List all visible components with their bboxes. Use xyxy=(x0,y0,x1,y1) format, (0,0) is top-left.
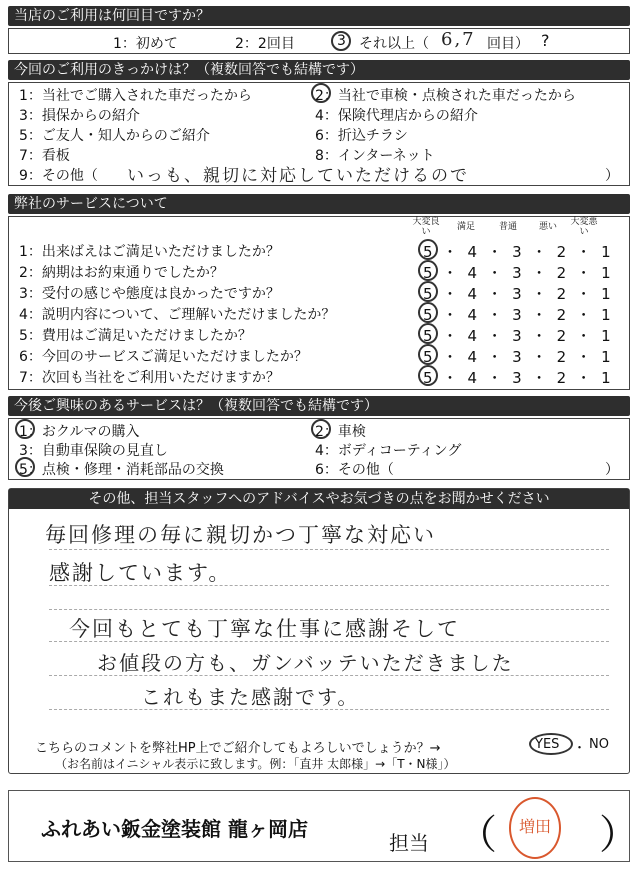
q2-item-5[interactable]: 5：ご友人・知人からのご紹介 xyxy=(19,128,210,144)
q1-opt1[interactable]: 1：初めて xyxy=(113,36,178,52)
q2-title-bar xyxy=(8,60,630,80)
q3-question-4: 4：説明内容について、ご理解いただけましたか？ xyxy=(19,307,336,323)
q1-opt3-text[interactable]: それ以上（ xyxy=(359,36,429,52)
q3-scale-7[interactable]: 5・4・3・2・1 xyxy=(423,369,621,387)
ruled-line xyxy=(49,609,609,610)
footer-box xyxy=(8,790,639,862)
selection-circle xyxy=(418,302,438,323)
scale-header-3: 普通 xyxy=(498,222,517,232)
consent-separator: ・ xyxy=(573,741,587,756)
q3-question-6: 6：今回のサービスご満足いただけましたか？ xyxy=(19,349,308,365)
selection-circle xyxy=(418,260,438,281)
q1-title-bar xyxy=(8,6,630,26)
q4-title-bar xyxy=(8,396,630,416)
selection-circle xyxy=(418,281,438,302)
q3-title: 弊社のサービスについて xyxy=(14,196,168,212)
q2-item-8[interactable]: 8：インターネット xyxy=(315,148,435,164)
q1-opt2[interactable]: 2：2回目 xyxy=(235,36,295,52)
q3-scale-3[interactable]: 5・4・3・2・1 xyxy=(423,285,621,303)
q3-scale-4[interactable]: 5・4・3・2・1 xyxy=(423,306,621,324)
comment-line-1: 毎回修理の毎に親切かつ丁寧な対応い xyxy=(45,523,436,547)
q3-scale-6[interactable]: 5・4・3・2・1 xyxy=(423,348,621,366)
consent-yes[interactable]: YES xyxy=(535,737,560,752)
q2-item-9[interactable]: 9：その他（ xyxy=(19,168,98,184)
ruled-line xyxy=(49,675,609,676)
comment-line-2: 感謝しています。 xyxy=(49,561,232,585)
q4-box xyxy=(8,418,630,480)
paren-close: ） xyxy=(599,812,639,858)
q2-other-close: ） xyxy=(605,168,619,184)
ruled-line xyxy=(49,585,609,586)
q3-scale-5[interactable]: 5・4・3・2・1 xyxy=(423,327,621,345)
q5-title: その他、担当スタッフへのアドバイスやお気づきの点をお聞かせください xyxy=(88,491,550,507)
staff-seal-stamp xyxy=(509,797,561,859)
q4-item-4[interactable]: 4：ボディコーティング xyxy=(315,443,462,459)
q2-other-handwritten: いっも、親切に対応していただけるので xyxy=(127,166,469,186)
initials-note: （お名前はイニシャル表示に致します。例：「直井 太郎様」→「T・N様」） xyxy=(55,757,456,771)
q2-item-6[interactable]: 6：折込チラシ xyxy=(315,128,408,144)
q2-item-7[interactable]: 7：看板 xyxy=(19,148,70,164)
selection-circle xyxy=(418,344,438,365)
q3-question-3: 3：受付の感じや態度は良かったですか？ xyxy=(19,286,280,302)
q3-title-bar xyxy=(8,194,630,214)
q1-opt3-close: 回目） xyxy=(487,36,529,52)
scale-header-2: 悪い xyxy=(538,222,557,232)
paren-open: （ xyxy=(457,812,497,858)
q4-title: 今後ご興味のあるサービスは？（複数回答でも結構です） xyxy=(14,398,378,414)
q5-box xyxy=(8,488,630,774)
q4-item-6[interactable]: 6：その他（ xyxy=(315,462,394,478)
q3-scale-1[interactable]: 5・4・3・2・1 xyxy=(423,243,621,261)
q4-item-5[interactable]: 5：点検・修理・消耗部品の交換 xyxy=(19,462,224,478)
q2-item-4[interactable]: 4：保険代理店からの紹介 xyxy=(315,108,478,124)
q5-title-bar xyxy=(9,489,629,509)
q1-opt3-num[interactable]: 3 xyxy=(337,33,346,49)
ruled-line xyxy=(49,549,609,550)
scale-header-4: 満足 xyxy=(456,222,475,232)
q2-box xyxy=(8,82,630,186)
ruled-line xyxy=(49,709,609,710)
q4-item-2[interactable]: 2：車検 xyxy=(315,424,366,440)
selection-circle xyxy=(418,239,438,260)
q4-other-close: ） xyxy=(605,462,619,478)
stamp-text: 増田 xyxy=(518,817,551,836)
q2-item-3[interactable]: 3：損保からの紹介 xyxy=(19,108,140,124)
q3-question-1: 1：出来ばえはご満足いただけましたか？ xyxy=(19,244,280,260)
q3-box xyxy=(8,216,630,390)
q2-item-2[interactable]: 2：当社で車検・点検された車だったから xyxy=(315,88,576,104)
q1-title: 当店のご利用は何回目ですか？ xyxy=(14,8,210,24)
q4-item-3[interactable]: 3：自動車保険の見直し xyxy=(19,443,168,459)
tanto-label: 担当 xyxy=(389,831,429,855)
q4-item-1[interactable]: 1：おクルマの購入 xyxy=(19,424,140,440)
scale-header-5: 大変良い xyxy=(412,217,440,237)
q3-question-2: 2：納期はお約束通りでしたか？ xyxy=(19,265,224,281)
selection-circle xyxy=(418,365,438,386)
shop-name: ふれあい鈑金塗装館 龍ヶ岡店 xyxy=(41,817,308,841)
q1-question-mark: ? xyxy=(541,31,550,50)
q1-opt3-handwritten: 6,7 xyxy=(441,29,476,50)
comment-line-3: 今回もとても丁寧な仕事に感謝そして xyxy=(69,617,460,641)
comment-line-5: これもまた感謝です。 xyxy=(141,685,360,709)
q2-title: 今回のご利用のきっかけは？（複数回答でも結構です） xyxy=(14,62,364,78)
consent-no[interactable]: NO xyxy=(589,737,609,752)
ruled-line xyxy=(49,641,609,642)
q1-box xyxy=(8,28,630,54)
q2-item-1[interactable]: 1：当社でご購入された車だったから xyxy=(19,88,252,104)
q3-scale-2[interactable]: 5・4・3・2・1 xyxy=(423,264,621,282)
q3-question-7: 7：次回も当社をご利用いただけますか？ xyxy=(19,370,280,386)
hp-consent-question: こちらのコメントを弊社HP上でご紹介してもよろしいでしょうか？→ xyxy=(35,741,441,756)
comment-line-4: お値段の方も、ガンバッテいただきました xyxy=(97,651,514,675)
q3-question-5: 5：費用はご満足いただけましたか？ xyxy=(19,328,252,344)
scale-header-1: 大変悪い xyxy=(570,217,598,237)
selection-circle xyxy=(418,323,438,344)
